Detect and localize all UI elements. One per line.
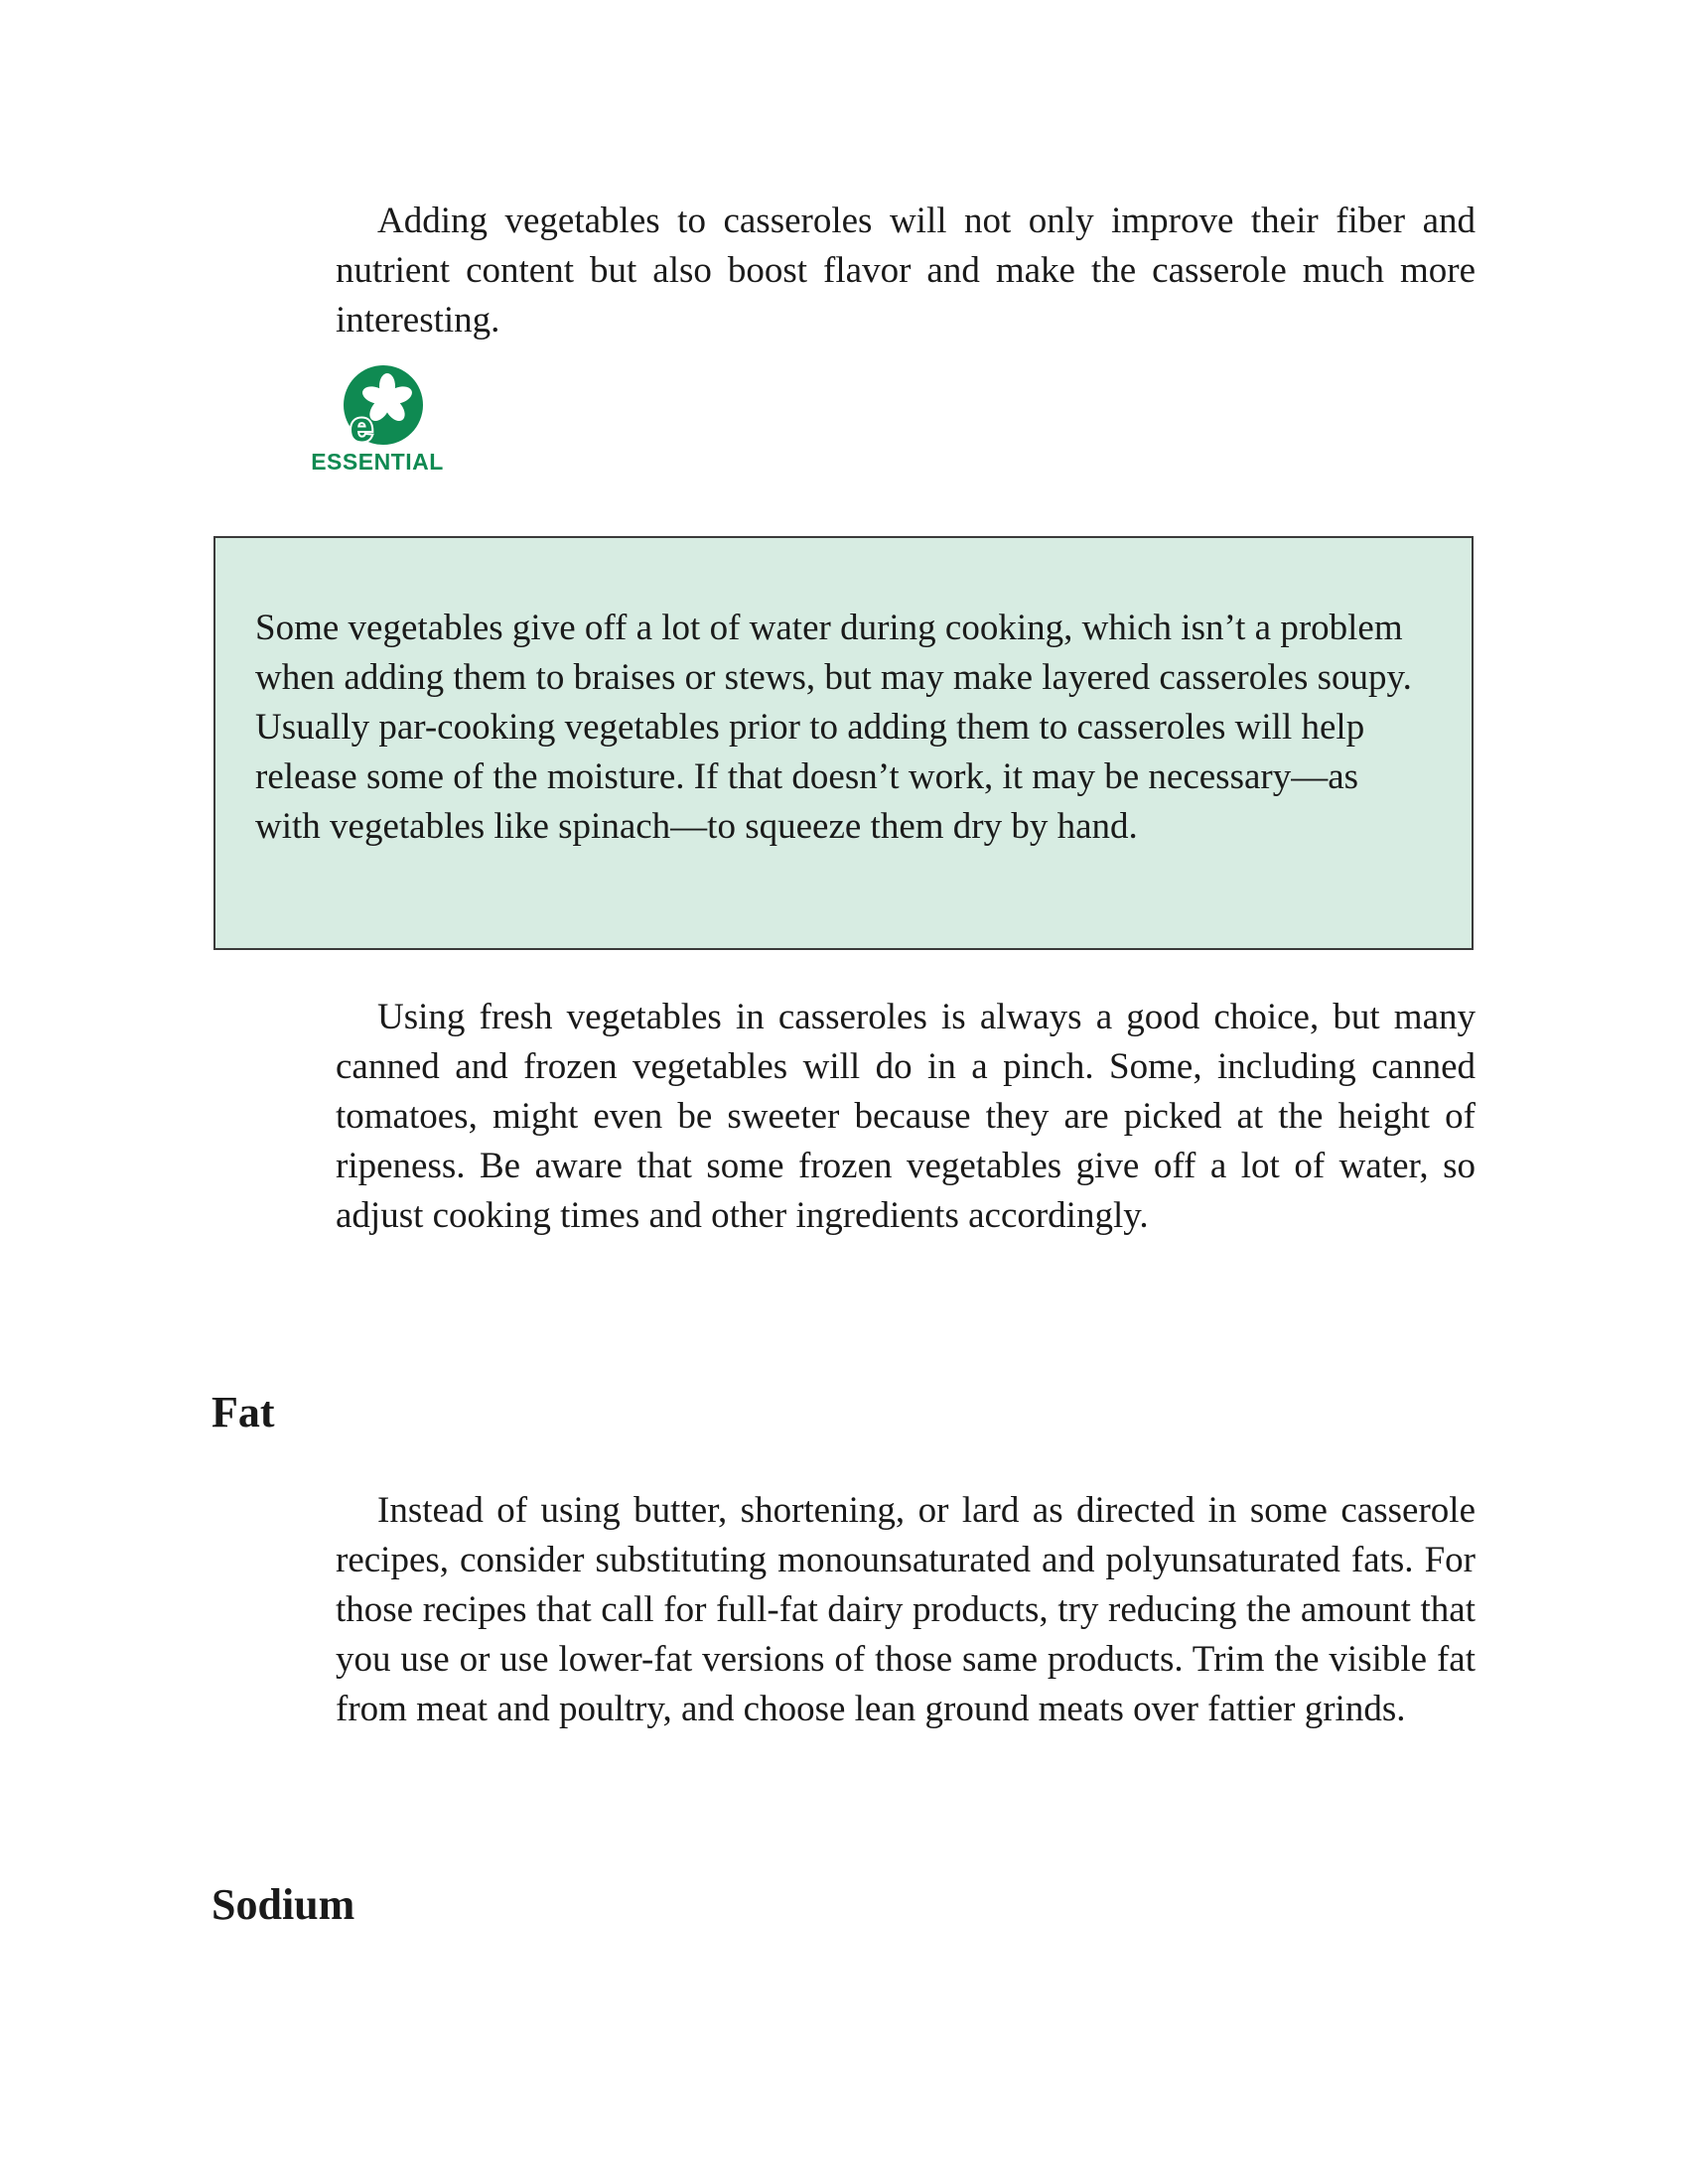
- essential-icon: [308, 361, 447, 451]
- intro-paragraph: Adding vegetables to casseroles will not only improve their fiber and nutrient content but also boost flavor and make the casserole much more interesting.: [336, 201, 1476, 341]
- essential-callout-box: [213, 536, 1474, 950]
- svg-text:e: e: [350, 403, 373, 450]
- fresh-vegetables-paragraph: Using fresh vegetables in casseroles is always a good choice, but many canned and frozen vegetables will do in a pinch. Some, including canned tomatoes, might even be sweeter because they are picked at the height of ripeness. Be aware that some frozen vegetables give off a lot of water, so adjust cooking times and other ingredients accordingly.: [336, 997, 1476, 1236]
- essential-badge: [308, 361, 447, 480]
- section-heading-sodium: Sodium: [211, 1880, 355, 1929]
- callout-text: Some vegetables give off a lot of water during cooking, which isn’t a problem when adding them to braises or stews, but may make layered casseroles soupy. Usually par-cooking vegetables prior to adding them to casseroles will help release some of the moisture. If that doesn’t work, it may be necessary—as with vegetables like spinach—to squeeze them dry by hand.: [255, 608, 1412, 847]
- section-heading-fat: Fat: [211, 1388, 275, 1436]
- essential-label: ESSENTIAL: [311, 449, 444, 475]
- fat-paragraph: Instead of using butter, shortening, or lard as directed in some casserole recipes, consider substituting monounsaturated and polyunsaturated fats. For those recipes that call for full-fat dairy products, try reducing the amount that you use or use lower-fat versions of those same products. Trim the visible fat from meat and poultry, and choose lean ground meats over fattier grinds.: [336, 1490, 1476, 1729]
